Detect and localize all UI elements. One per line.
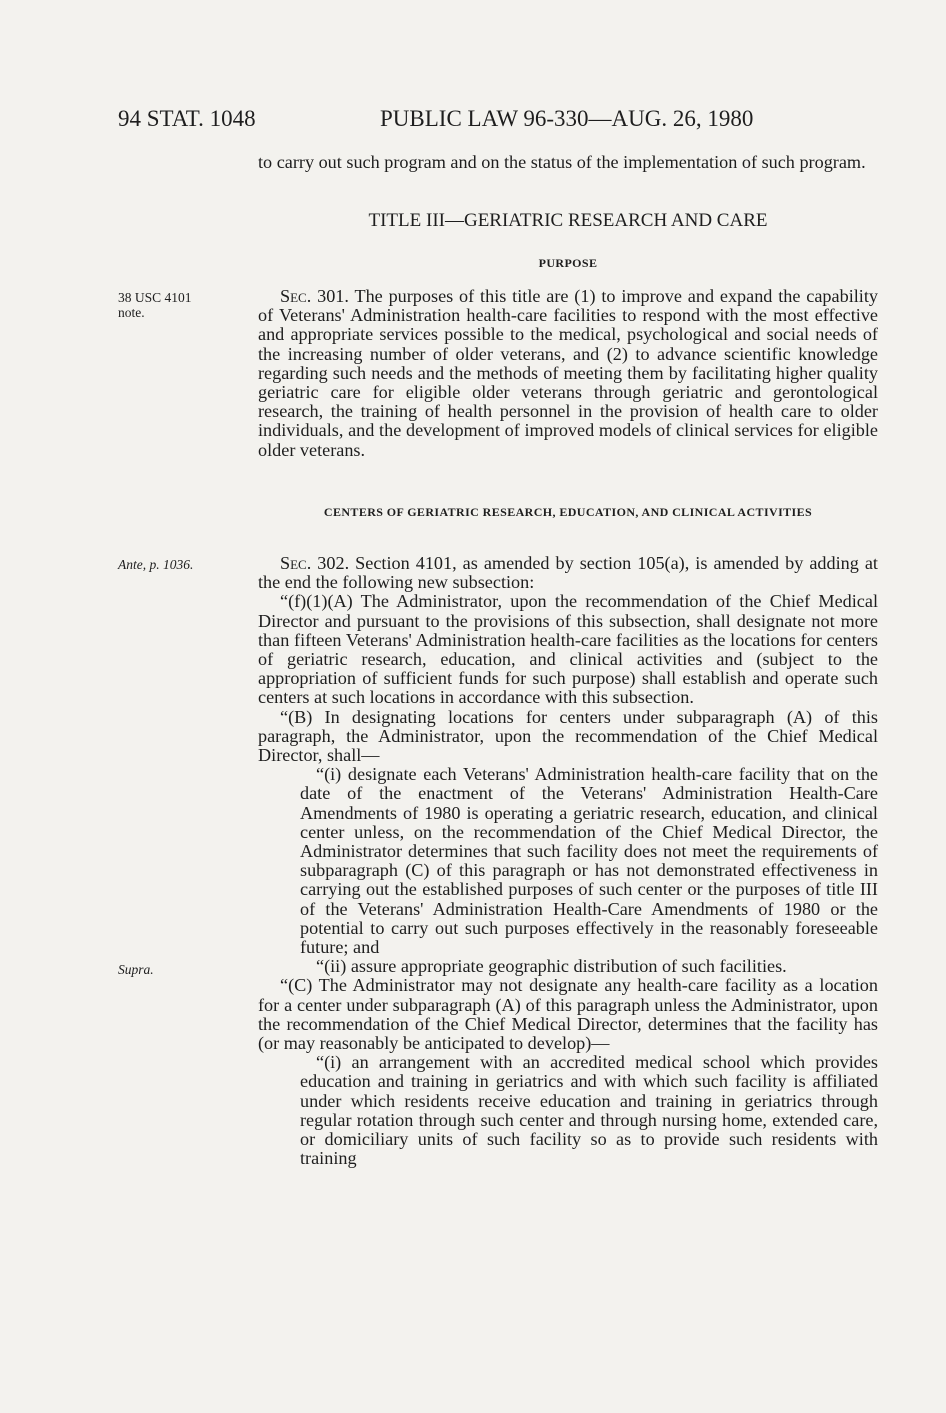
clause-c-i: “(i) an arrangement with an accredited medical school which provides education and training in geriatrics and with which such facility is affiliated under which residents receive education and training in geriatrics through regular rotation through such center and through nursing home, extended care, or domiciliary units of such facility so as to provide such residents with training [300, 1052, 878, 1169]
intro-paragraph [258, 153, 878, 172]
title-heading: TITLE III—GERIATRIC RESEARCH AND CARE [368, 210, 768, 231]
paragraph-b: “(B) In designating locations for centers under subparagraph (A) of this paragraph, the Administrator, upon the recommendation of the Chief Medical Director, shall— [258, 706, 878, 766]
section-label: Sec. 301. [280, 286, 349, 306]
section-label: Sec. 302. [280, 553, 350, 573]
margin-note-usc: 38 USC 4101 note. [118, 290, 192, 320]
paragraph-c: “(C) The Administrator may not designate any health-care facility as a location for a center under subparagraph (A) of this paragraph unless the Administrator, upon the recommendation of the Chief Medical Director, determines that the facility has (or may reasonably be anticipated to develop)— [258, 975, 878, 1054]
purpose-heading: PURPOSE [538, 256, 598, 270]
centers-heading: CENTERS OF GERIATRIC RESEARCH, EDUCATION, AND CLINICAL ACTIVITIES [323, 505, 813, 519]
section-text: The purposes of this title are (1) to improve and expand the capability of Veterans' Administration health-care facilities to respond with the most effective and appropriate services possible to the medical, psychological and social needs of the increasing number of older veterans, and (2) to advance scientific knowledge regarding such needs and the methods of meeting them by facilitating higher quality geriatric care for eligible older veterans through geriatric and gerontological research, the training of health personnel in the provision of health care to older individuals, and the development of improved models of clinical services for eligible older veterans. [258, 286, 878, 460]
clause-b-i: “(i) designate each Veterans' Administration health-care facility that on the date of the enactment of the Veterans' Administration Health-Care Amendments of 1980 is operating a geriatric research, education, and clinical center unless, on the recommendation of the Chief Medical Director, the Administrator determines that such facility does not meet the requirements of subparagraph (C) of this paragraph or has not demonstrated effectiveness in carrying out the established purposes of such center or the purposes of title III of the Veterans' Administration Health-Care Amendments of 1980 or the potential to carry out such purposes effectively in the reasonably foreseeable future; and [300, 764, 878, 958]
section-301 [258, 287, 878, 460]
margin-note-supra: Supra. [118, 962, 154, 977]
section-text: Section 4101, as amended by section 105(a), is amended by adding at the end the following new subsection: [258, 553, 878, 593]
intro-text: to carry out such program and on the status of the implementation of such program. [258, 152, 866, 172]
stat-reference: 94 STAT. 1048 [118, 106, 256, 131]
margin-note-ante: Ante, p. 1036. [118, 557, 194, 572]
law-reference: PUBLIC LAW 96-330—AUG. 26, 1980 [380, 106, 754, 131]
clause-b-ii: “(ii) assure appropriate geographic distribution of such facilities. [316, 956, 787, 977]
page-header [0, 106, 946, 136]
section-302 [258, 554, 878, 1169]
paragraph-f1a: “(f)(1)(A) The Administrator, upon the recommendation of the Chief Medical Director and pursuant to the provisions of this subsection, shall designate not more than fifteen Veterans' Administration health-care facilities as the locations for centers of geriatric research, education, and clinical activities and (subject to the appropriation of sufficient funds for such purpose) shall establish and operate such centers at such locations in accordance with this subsection. [258, 591, 878, 708]
